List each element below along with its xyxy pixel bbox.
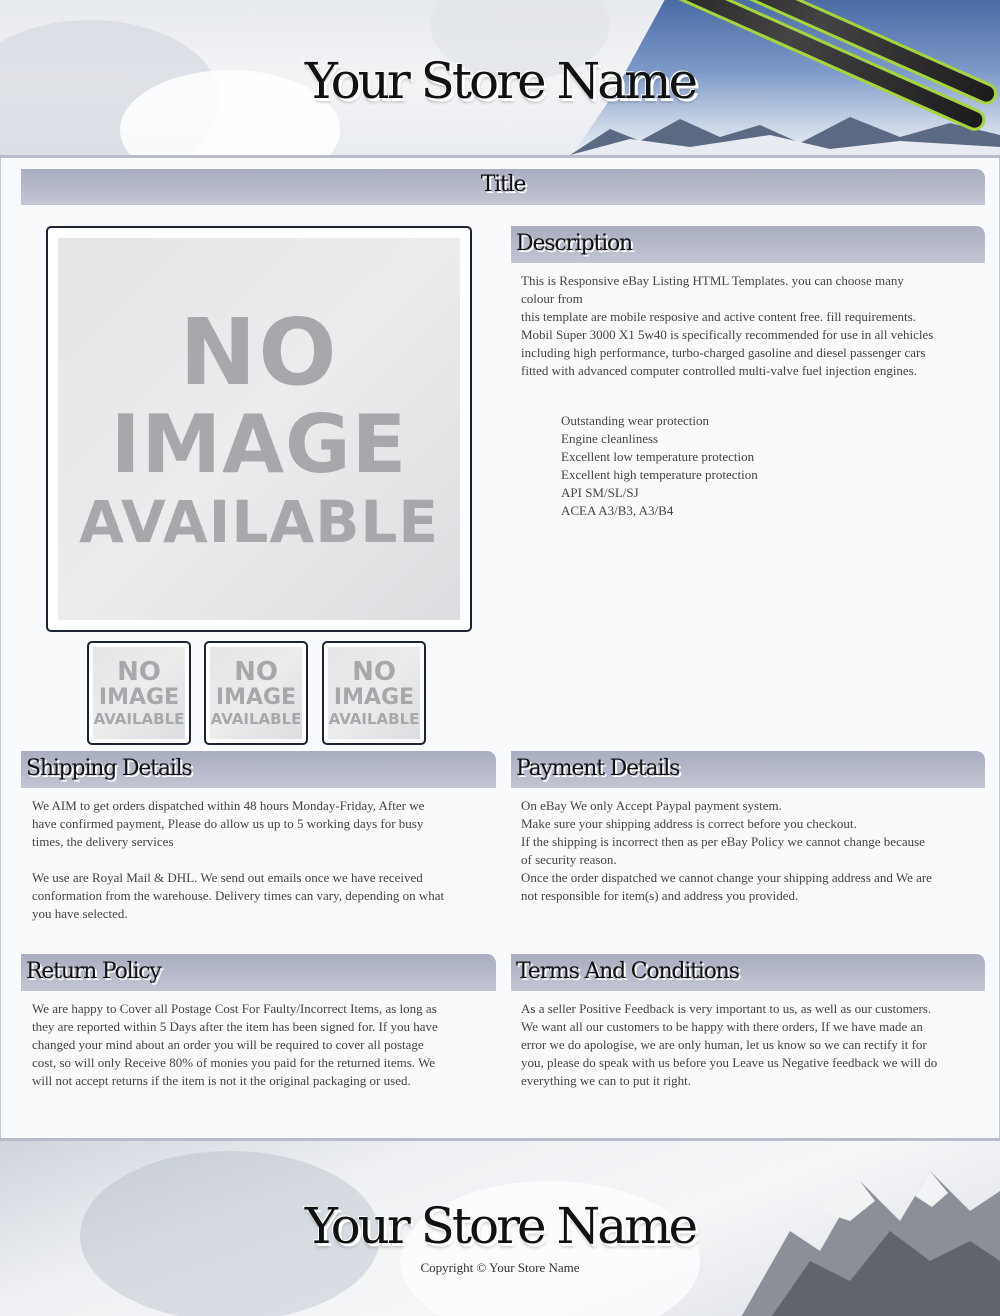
no-image-placeholder: NO IMAGE AVAILABLE [58,238,460,620]
payment-heading: Payment Details [516,756,680,781]
feature-item: Excellent low temperature protection [561,449,755,464]
thumbnail-image[interactable] [204,641,308,745]
payment-text: On eBay We only Accept Paypal payment system. Make sure your shipping address is correct before you checkout. If the shipping is incorrect then as per eBay Policy we cannot change because of security reason. Once the order dispatched we cannot change your shipping address and We are not responsible for item(s) and address you provided. [521,798,932,903]
description-heading: Description [516,231,632,256]
terms-text: As a seller Positive Feedback is very important to us, as well as our customers. We want all our customers to be happy with there orders, If we have made an error we do apologise, we are only human, let us know so we can rectify it for you, please do speak with us before you Leave us Negative feedback we will do everything we can to put it right. [521,1001,938,1088]
feature-item: Engine cleanliness [561,431,659,446]
terms-heading: Terms And Conditions [516,959,739,984]
feature-item: Outstanding wear protection [561,413,710,428]
no-image-placeholder: NO IMAGE AVAILABLE [93,647,185,739]
footer-banner [0,1138,1000,1316]
listing-title: Title [480,172,526,197]
description-text: This is Responsive eBay Listing HTML Templates. you can choose many colour from this template are mobile resposive and active content free. fill requirements. Mobil Super 3000 X1 5w40 is specifically recommended for use in all vehicles including high performance, turbo-charged gasoline and diesel passenger cars fitted with advanced computer controlled multi-valve fuel injection engines. [521,273,934,378]
no-image-placeholder: NO IMAGE AVAILABLE [210,647,302,739]
feature-list [561,412,961,520]
shipping-heading: Shipping Details [26,756,192,781]
feature-item: Excellent high temperature protection [561,467,758,482]
listing-content [0,158,1000,1140]
returns-text: We are happy to Cover all Postage Cost For Faulty/Incorrect Items, as long as they are reported within 5 Days after the item has been signed for. If you have changed your mind about an order you will be required to cover all postage cost, so will only Receive 80% of monies you paid for the returned items. We will not accept returns if the item is not it the original packaging or used. [32,1001,438,1088]
thumbnail-image[interactable] [87,641,191,745]
returns-heading: Return Policy [26,959,161,984]
feature-item: API SM/SL/SJ [561,485,639,500]
no-image-placeholder: NO IMAGE AVAILABLE [328,647,420,739]
store-name-header: Your Store Name [304,52,696,110]
header-banner [0,0,1000,158]
shipping-text: We AIM to get orders dispatched within 48 hours Monday-Friday, After we have confirmed payment, Please do allow us up to 5 working days for busy times, the delivery services We use are Royal Mail & DHL. We send out emails once we have received conformation from the warehouse. Delivery times can vary, depending on what you have selected. [32,798,445,921]
copyright-text: Copyright © Your Store Name [420,1260,580,1275]
feature-item: ACEA A3/B3, A3/B4 [561,503,674,518]
thumbnail-image[interactable] [322,641,426,745]
main-product-image[interactable] [46,226,472,632]
store-name-footer: Your Store Name [304,1197,696,1255]
